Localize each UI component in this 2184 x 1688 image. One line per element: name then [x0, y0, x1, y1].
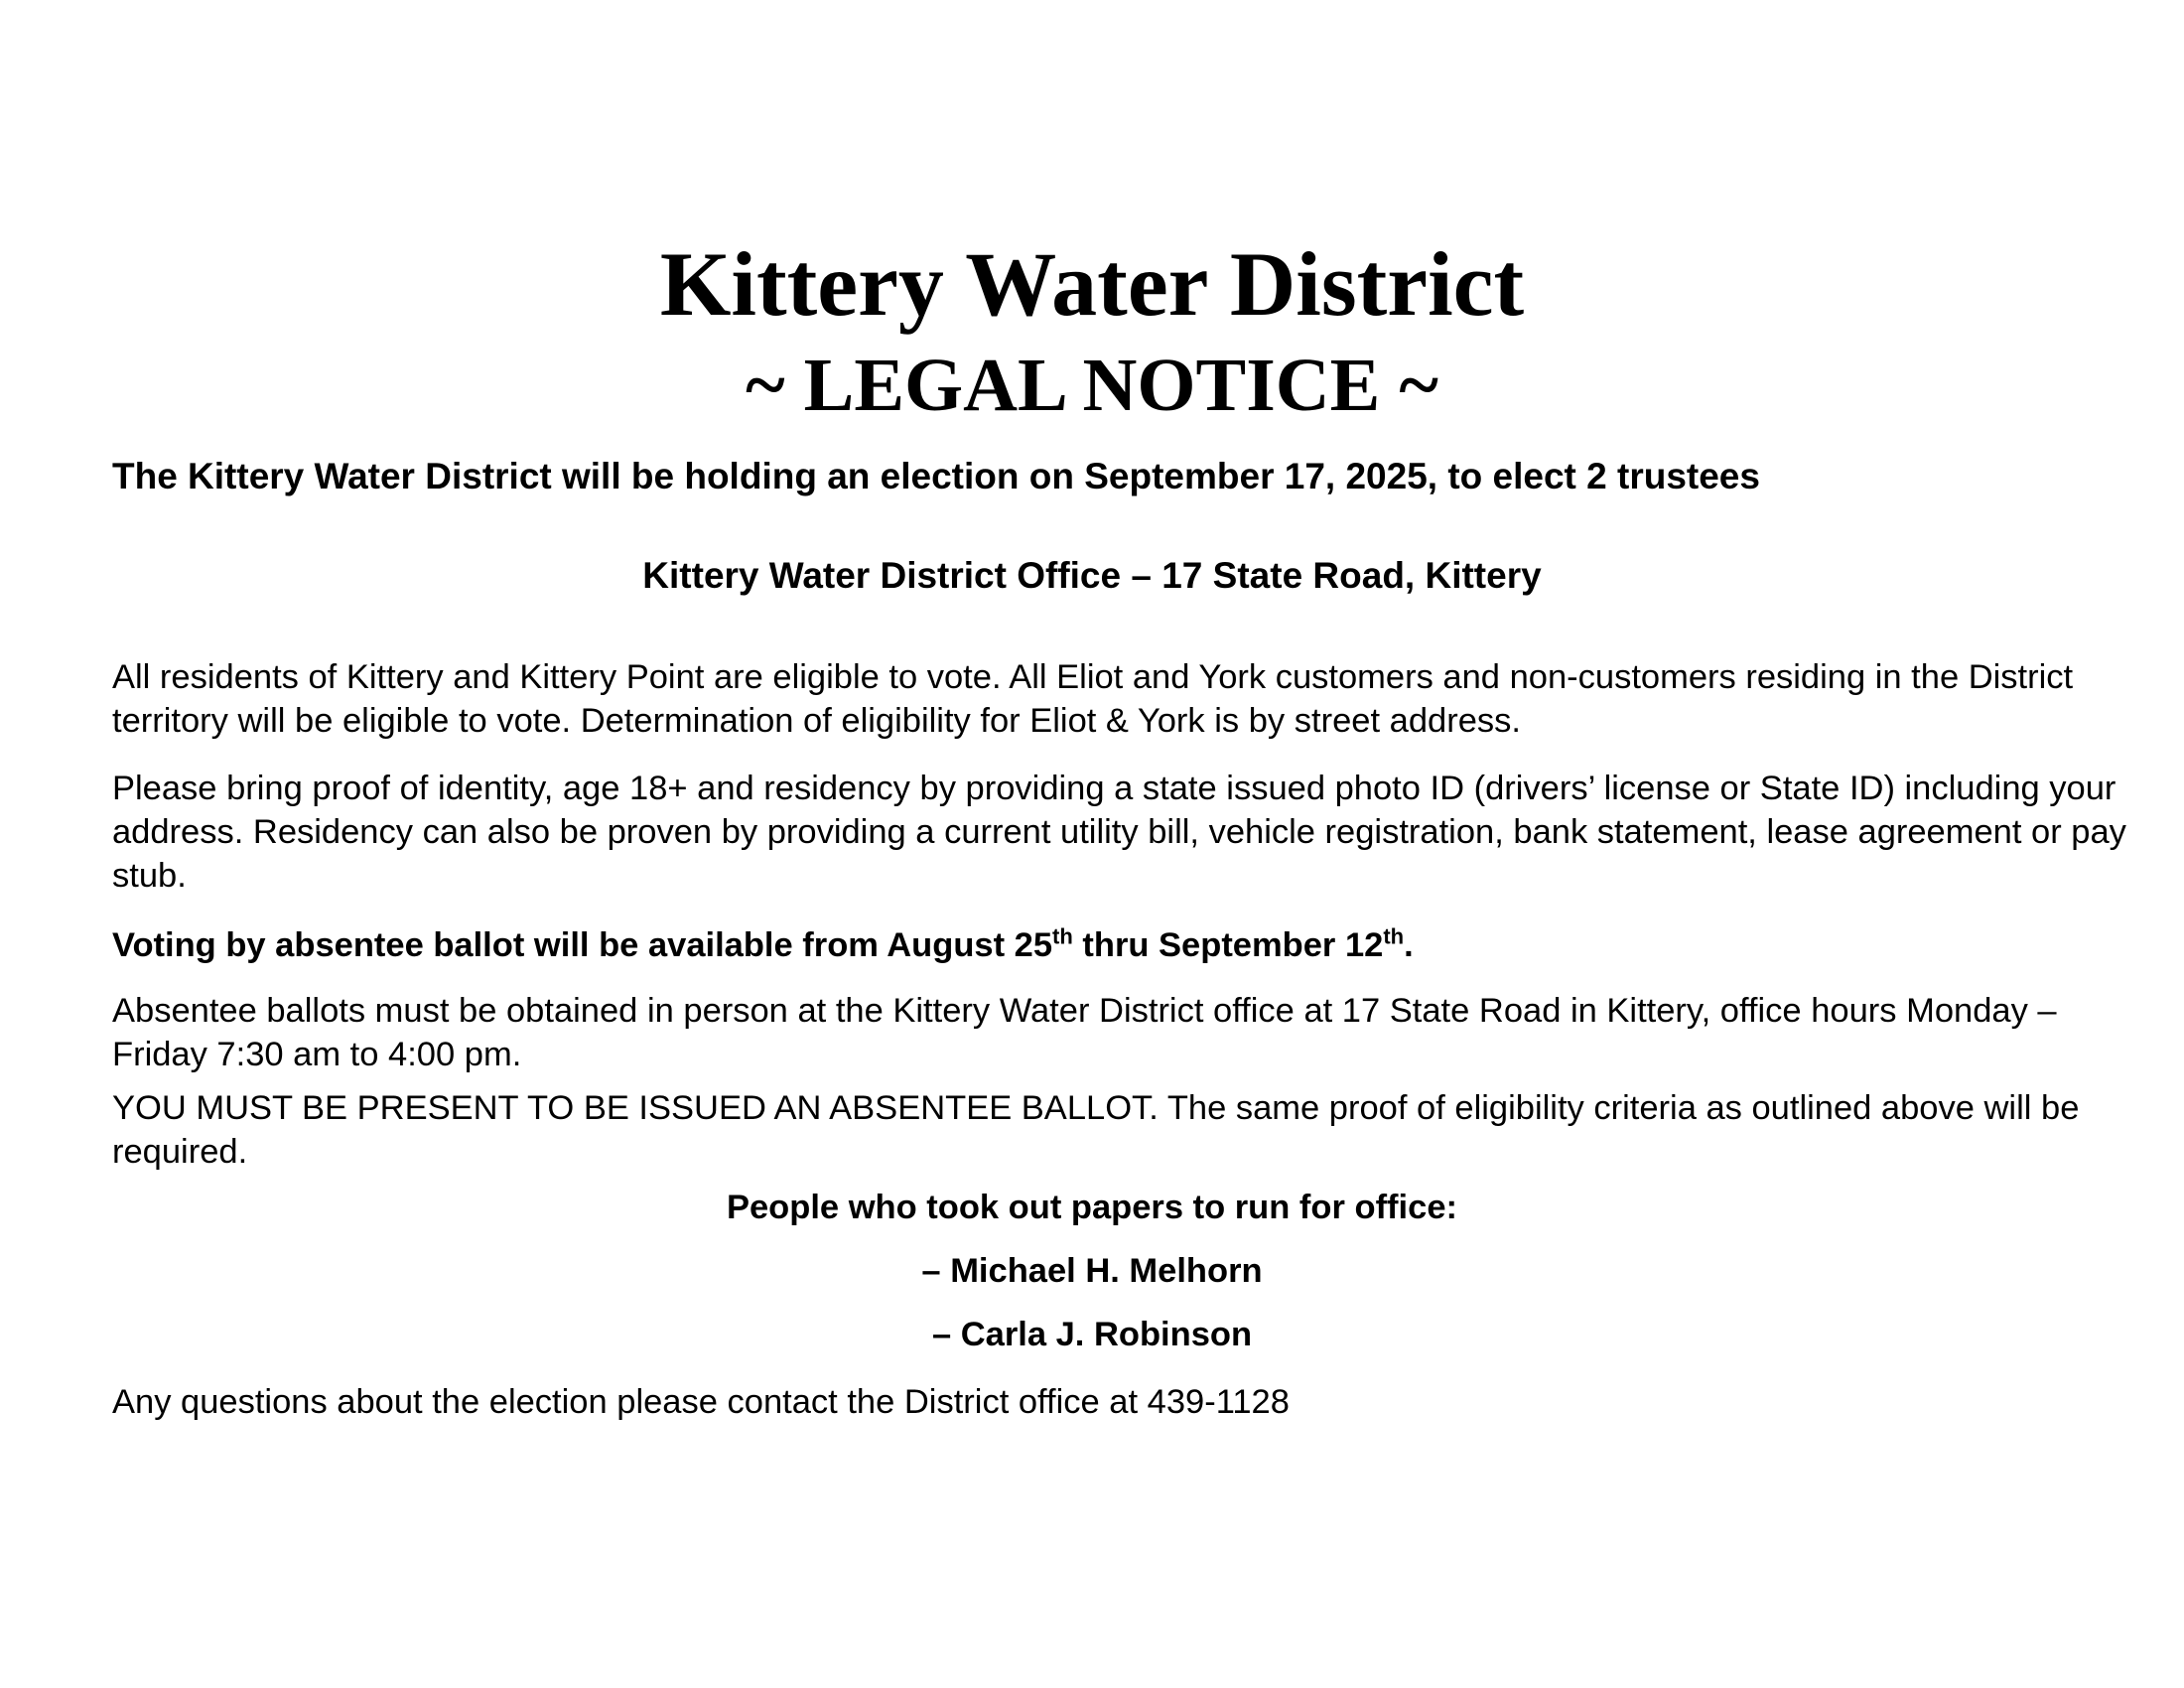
contact-line: Any questions about the election please contact the District office at 439-1128 [112, 1383, 1290, 1421]
notice-title: Kittery Water District [659, 233, 1525, 335]
candidate-item: – Michael H. Melhorn [921, 1252, 1263, 1290]
absentee-dates-middle: thru September 12 [1072, 926, 1384, 964]
notice-subtitle: ~ LEGAL NOTICE ~ [746, 344, 1438, 427]
candidates-heading: People who took out papers to run for office: [726, 1189, 1457, 1226]
absentee-dates-sup-1: th [1052, 923, 1073, 949]
absentee-dates [112, 923, 2137, 967]
absentee-dates-suffix: . [1404, 926, 1414, 964]
absentee-dates-sup-2: th [1383, 923, 1405, 949]
election-announcement: The Kittery Water District will be holding an election on September 17, 2025, to elect 2 trustees [112, 456, 1760, 496]
absentee-obtain-paragraph: Absentee ballots must be obtained in person at the Kittery Water District office at 17 State Road in Kittery, office hours Monday – Friday 7:30 am to 4:00 pm. [112, 992, 2057, 1073]
office-address: Kittery Water District Office – 17 State Road, Kittery [642, 555, 1542, 596]
candidate-item: – Carla J. Robinson [931, 1316, 1253, 1353]
absentee-dates-prefix: Voting by absentee ballot will be available from August 25 [112, 926, 1053, 964]
must-be-present-paragraph: YOU MUST BE PRESENT TO BE ISSUED AN ABSENTEE BALLOT. The same proof of eligibility criteria as outlined above will be required. [112, 1089, 2080, 1171]
proof-of-identity-paragraph: Please bring proof of identity, age 18+ and residency by providing a state issued photo ID (drivers’ license or State ID) including your address. Residency can also be proven by providing a current utility bill, vehicle registration, bank statement, lease agreement or pay stub. [112, 770, 2126, 895]
eligibility-paragraph: All residents of Kittery and Kittery Point are eligible to vote. All Eliot and York customers and non-customers residing in the District territory will be eligible to vote. Determination of eligibility for Eliot & York is by street address. [112, 658, 2074, 740]
